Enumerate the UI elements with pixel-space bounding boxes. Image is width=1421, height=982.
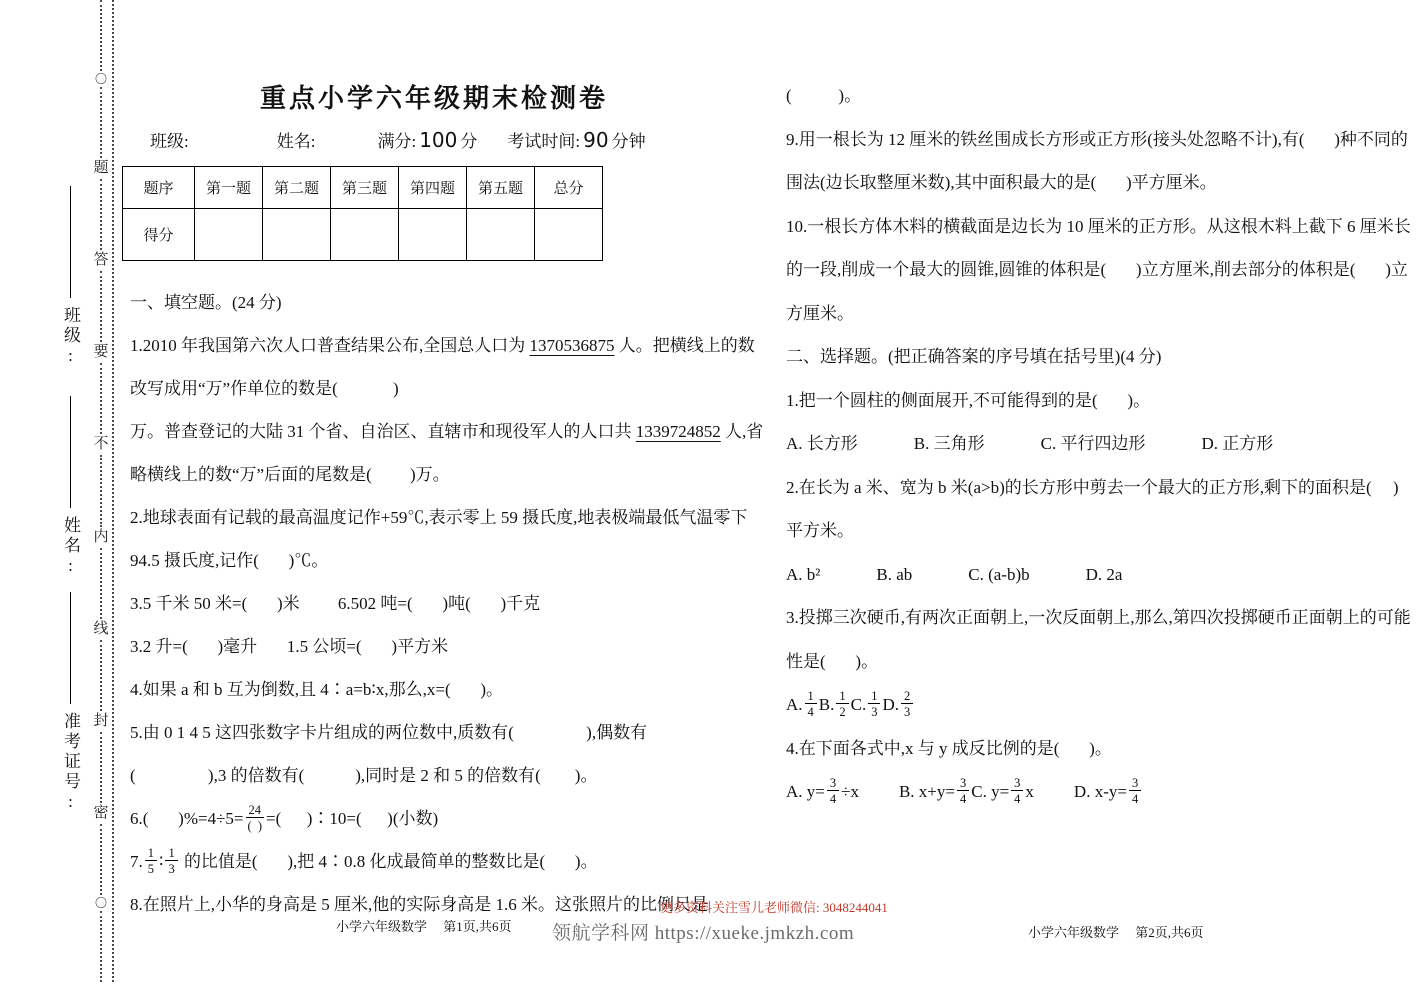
choice-question-3-line-1: 3.投掷三次硬币,有两次正面朝上,一次反面朝上,那么,第四次投掷硬币正面朝上的可能 (786, 608, 1411, 627)
question-1-line-1 (130, 324, 755, 367)
seal-char: 线 (93, 620, 109, 637)
option-d: D. 正方形 (1201, 434, 1274, 453)
underlined-number: 1370536875 (529, 336, 615, 355)
score-table-header: 第四题 (399, 167, 467, 209)
seal-circle-top: 〇 (94, 72, 107, 87)
meta-exam-time: 考试时间: 90 分钟 (507, 128, 646, 152)
fraction: $\frac{2}{3}$ (901, 689, 913, 720)
question-3-line-2: 3.2 升=( )毫升 1.5 公顷=( )平方米 (130, 637, 449, 656)
fraction: $\frac{1}{4}$ (805, 689, 817, 720)
option-b: B. ab (876, 564, 913, 584)
class-blank-line (70, 186, 71, 298)
choice-question-2-options (786, 553, 1386, 597)
question-7-text: 的比值是( ),把 4∶0.8 化成最简单的整数比是( )。 (179, 852, 598, 871)
seal-char: 内 (93, 528, 109, 545)
seal-char: 答 (93, 252, 109, 269)
score-row-label: 得分 (123, 209, 195, 261)
question-1-line-2: 改写成用“万”作单位的数是( ) (130, 379, 399, 398)
question-7-text: 7. (130, 852, 143, 871)
fraction: $\frac{1}{3}$ (165, 846, 177, 877)
score-table-corner: 题序 (123, 167, 195, 209)
section-2-heading: 二、选择题。(把正确答案的序号填在括号里)(4 分) (786, 347, 1162, 366)
question-1-text: 1.2010 年我国第六次人口普查结果公布,全国总人口为 (130, 336, 530, 355)
option-d: D. x-y= $\frac{3}{4}$ (1074, 782, 1143, 801)
exam-title: 重点小学六年级期末检测卷 (259, 83, 608, 113)
option-a: A. $\frac{1}{4}$ (786, 695, 819, 714)
question-1-line-3 (130, 410, 764, 453)
option-c: C. $\frac{1}{3}$ (851, 695, 883, 714)
seal-char: 封 (93, 712, 109, 729)
name-blank-line (70, 396, 71, 508)
fraction: $\frac{3}{4}$ (1011, 776, 1023, 807)
question-1-text: 万。普查登记的大陆 31 个省、自治区、直辖市和现役军人的人口共 (130, 422, 636, 441)
choice-question-3-options (786, 683, 1386, 727)
meta-full-score: 满分: 100 分 (377, 128, 478, 152)
page-2-footer: 小学六年级数学 第2页,共6页 (1028, 925, 1204, 940)
question-1-line-4: 略横线上的数“万”后面的尾数是( )万。 (130, 465, 450, 484)
dotted-segment (100, 548, 102, 619)
question-9-line-1: 9.用一根长为 12 厘米的铁丝围成长方形或正方形(接头处忽略不计),有( )种不同的 (786, 129, 1408, 149)
ratio-sign: ∶ (159, 852, 164, 871)
seal-dotted-line-2 (112, 0, 114, 982)
dotted-segment (100, 87, 102, 158)
option-a: A. y= $\frac{3}{4}$ ÷x (786, 775, 859, 807)
option-d: D. 2a (1085, 564, 1123, 584)
seal-char: 不 (93, 436, 109, 453)
dotted-segment (100, 271, 102, 342)
score-table-header: 第二题 (263, 167, 331, 209)
question-6 (130, 797, 746, 840)
option-b: B. 三角形 (913, 434, 985, 453)
score-cell (331, 209, 399, 261)
choice-question-2-line-2: 平方米。 (786, 521, 854, 540)
question-8: 8.在照片上,小华的身高是 5 厘米,他的实际身高是 1.6 米。这张照片的比例尺是 (130, 895, 708, 914)
score-table-header-row (123, 167, 603, 209)
question-1-text: 人。把横线上的数 (614, 336, 755, 355)
score-cell (467, 209, 535, 261)
section-1-heading: 一、填空题。(24 分) (130, 293, 282, 312)
fraction: $\frac{24}{( )}$ (247, 802, 263, 834)
question-6-text: =( )∶10=( )(小数) (266, 809, 439, 828)
admission-number-blank-line (70, 592, 71, 704)
seal-dotted-line (92, 0, 110, 982)
exam-meta-row (150, 127, 746, 152)
fraction: $\frac{1}{5}$ (145, 846, 157, 877)
dotted-segment (100, 179, 102, 250)
red-watermark: 更多资料关注雪儿老师微信: 3048244041 (660, 900, 888, 915)
admission-number-label: 准考证号: (61, 712, 80, 814)
score-cell (195, 209, 263, 261)
score-table-score-row (123, 209, 603, 261)
score-table-header: 第五题 (467, 167, 535, 209)
question-9-line-2: 围法(边长取整厘米数),其中面积最大的是( )平方厘米。 (786, 173, 1217, 192)
underlined-number: 1339724852 (635, 422, 721, 441)
fraction: $\frac{3}{4}$ (827, 776, 839, 807)
dotted-segment (100, 640, 102, 711)
question-5-line-2: ( ),3 的倍数有( ),同时是 2 和 5 的倍数有( )。 (130, 766, 598, 785)
fraction: $\frac{1}{2}$ (836, 689, 848, 720)
dotted-segment (100, 911, 102, 982)
choice-question-1-options (786, 422, 1386, 466)
choice-question-4-options (786, 770, 1386, 814)
name-field-vertical (58, 396, 83, 578)
option-c: C. 平行四边形 (1040, 434, 1146, 453)
fraction: $\frac{3}{4}$ (1129, 776, 1141, 807)
score-cell (399, 209, 467, 261)
choice-question-1: 1.把一个圆柱的侧面展开,不可能得到的是( )。 (786, 390, 1151, 410)
question-7 (130, 840, 746, 883)
option-a: A. 长方形 (786, 434, 858, 453)
question-2-line-1: 2.地球表面有记载的最高温度记作+59℃,表示零上 59 摄氏度,地表极端最低气温零下 (130, 508, 748, 527)
dotted-segment (100, 455, 102, 526)
question-4: 4.如果 a 和 b 互为倒数,且 4∶a=b∶x,那么,x=( )。 (130, 680, 504, 699)
page-2 (786, 74, 1411, 814)
score-cell (263, 209, 331, 261)
dotted-segment (100, 824, 102, 895)
question-2-line-2: 94.5 摄氏度,记作( )℃。 (130, 551, 329, 570)
score-table-header: 总分 (535, 167, 603, 209)
score-table-header: 第三题 (331, 167, 399, 209)
gray-watermark: 领航学科网 https://xueke.jmkzh.com (552, 923, 855, 944)
choice-question-4: 4.在下面各式中,x 与 y 成反比例的是( )。 (786, 738, 1112, 758)
admission-number-field-vertical (58, 592, 83, 814)
score-table (122, 166, 603, 261)
score-cell (535, 209, 603, 261)
option-c: C. y= $\frac{3}{4}$ x (971, 775, 1034, 807)
dotted-segment (100, 363, 102, 434)
class-field-vertical (58, 186, 83, 368)
dotted-segment (100, 732, 102, 803)
page-1 (122, 0, 764, 926)
seal-char: 题 (93, 160, 109, 177)
question-10-line-1: 10.一根长方体木料的横截面是边长为 10 厘米的正方形。从这根木料上截下 6 厘米长 (786, 216, 1411, 236)
seal-char: 密 (93, 804, 109, 821)
question-1-text: 人,省 (720, 422, 764, 441)
question-8-continuation: ( )。 (786, 86, 862, 105)
seal-char: 要 (93, 344, 109, 361)
score-table-header: 第一题 (195, 167, 263, 209)
class-label: 班级: (61, 306, 80, 368)
fraction: $\frac{3}{4}$ (957, 776, 969, 807)
choice-question-2-line-1: 2.在长为 a 米、宽为 b 米(a>b)的长方形中剪去一个最大的正方形,剩下的面积是( ) (786, 477, 1399, 497)
dotted-segment (100, 0, 102, 71)
choice-question-3-line-2: 性是( )。 (786, 651, 879, 671)
question-5-line-1: 5.由 0 1 4 5 这四张数字卡片组成的两位数中,质数有( ),偶数有 (130, 723, 648, 742)
option-c: C. (a-b)b (968, 564, 1030, 584)
fraction: $\frac{1}{3}$ (868, 689, 880, 720)
meta-class-label: 班级: (150, 132, 189, 151)
seal-circle-bottom: 〇 (94, 895, 107, 910)
question-3-line-1: 3.5 千米 50 米=( )米 6.502 吨=( )吨( )千克 (130, 594, 541, 613)
page-1-footer: 小学六年级数学 第1页,共6页 (336, 919, 512, 934)
option-a: A. b² (786, 564, 821, 584)
option-d: D. $\frac{2}{3}$ (882, 695, 915, 714)
question-10-line-3: 方厘米。 (786, 303, 854, 323)
question-6-text: 6.( )%=4÷5= (130, 809, 244, 828)
name-label: 姓名: (61, 516, 80, 578)
fill-in-section (130, 281, 764, 926)
question-10-line-2: 的一段,削成一个最大的圆锥,圆锥的体积是( )立方厘米,削去部分的体积是( )立 (786, 260, 1408, 279)
option-b: B. x+y= $\frac{3}{4}$ (899, 782, 971, 801)
option-b: B. $\frac{1}{2}$ (819, 695, 851, 714)
meta-name-label: 姓名: (276, 132, 316, 151)
